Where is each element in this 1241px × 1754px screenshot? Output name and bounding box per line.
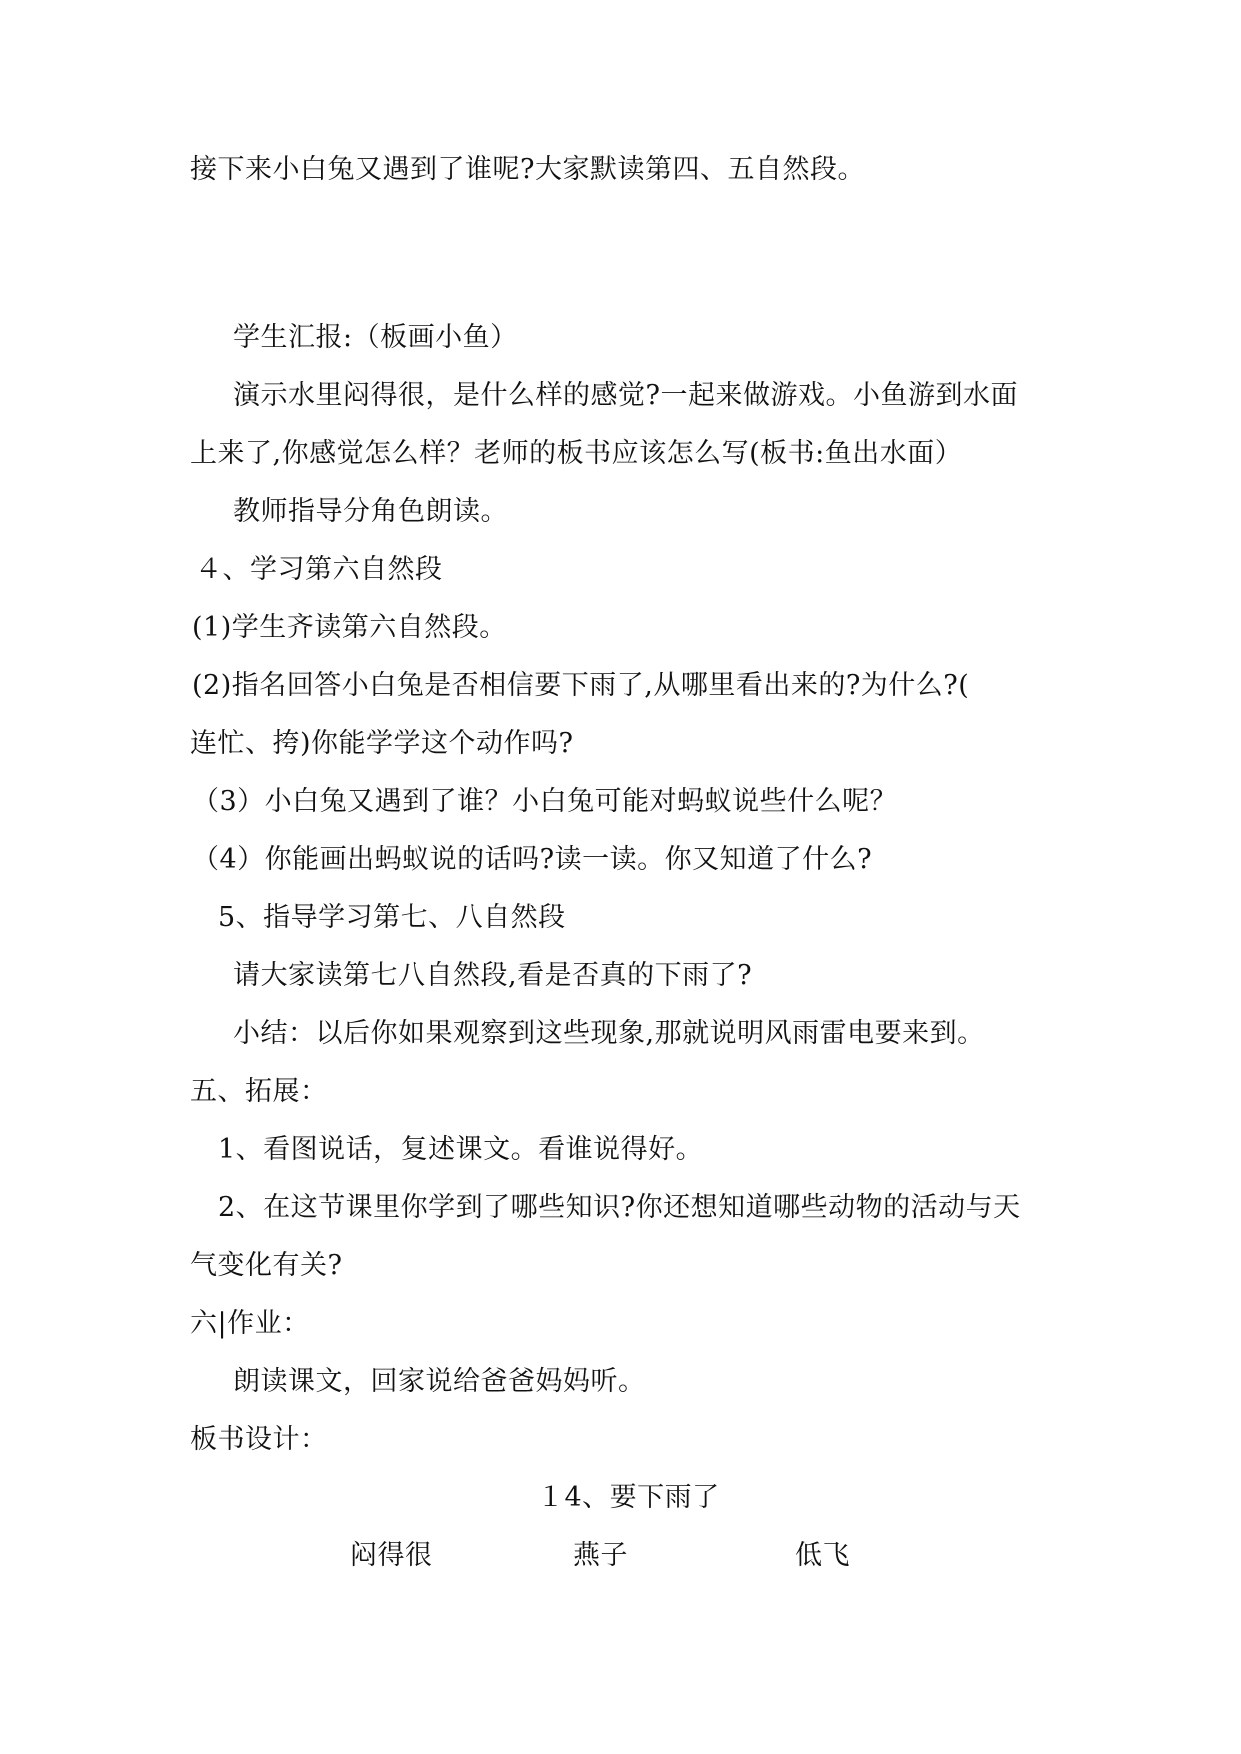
- blackboard-cell: 闷得很: [350, 1540, 433, 1571]
- paragraph-read-7-8: 请大家读第七八自然段,看是否真的下雨了?: [233, 960, 753, 991]
- heading-section-5: 5、指导学习第七、八自然段: [218, 902, 566, 933]
- list-item-2-cont: 连忙、挎)你能学学这个动作吗?: [190, 728, 574, 759]
- heading-blackboard-design: 板书设计：: [190, 1424, 328, 1455]
- heading-extension: 五、拓展：: [190, 1076, 328, 1107]
- list-item-4: （4）你能画出蚂蚁说的话吗?读一读。你又知道了什么?: [192, 844, 873, 875]
- heading-homework: 六|作业：: [190, 1308, 310, 1339]
- blackboard-title: １4、要下雨了: [537, 1482, 720, 1513]
- blackboard-cell: 低飞: [795, 1540, 850, 1571]
- paragraph-demo-cont: 上来了,你感觉怎么样？老师的板书应该怎么写(板书:鱼出水面）: [190, 438, 963, 469]
- list-item-1: (1)学生齐读第六自然段。: [192, 612, 507, 643]
- heading-section-4: ４、学习第六自然段: [195, 554, 443, 585]
- list-item-3: （3）小白兔又遇到了谁？小白兔可能对蚂蚁说些什么呢？: [192, 786, 898, 817]
- paragraph-summary: 小结：以后你如果观察到这些现象,那就说明风雨雷电要来到。: [233, 1018, 985, 1049]
- extension-item-2-cont: 气变化有关?: [190, 1250, 343, 1281]
- paragraph-student-report: 学生汇报:（板画小鱼）: [233, 322, 518, 353]
- extension-item-1: 1、看图说话，复述课文。看谁说得好。: [218, 1134, 704, 1165]
- list-item-2: (2)指名回答小白兔是否相信要下雨了,从哪里看出来的?为什么?(: [192, 670, 970, 701]
- paragraph-intro: 接下来小白兔又遇到了谁呢?大家默读第四、五自然段。: [190, 154, 865, 185]
- blackboard-cell: 燕子: [573, 1540, 628, 1571]
- homework-item: 朗读课文，回家说给爸爸妈妈听。: [233, 1366, 646, 1397]
- extension-item-2: 2、在这节课里你学到了哪些知识?你还想知道哪些动物的活动与天: [218, 1192, 1021, 1223]
- paragraph-role-reading: 教师指导分角色朗读。: [233, 496, 508, 527]
- paragraph-demo: 演示水里闷得很，是什么样的感觉?一起来做游戏。小鱼游到水面: [233, 380, 1018, 411]
